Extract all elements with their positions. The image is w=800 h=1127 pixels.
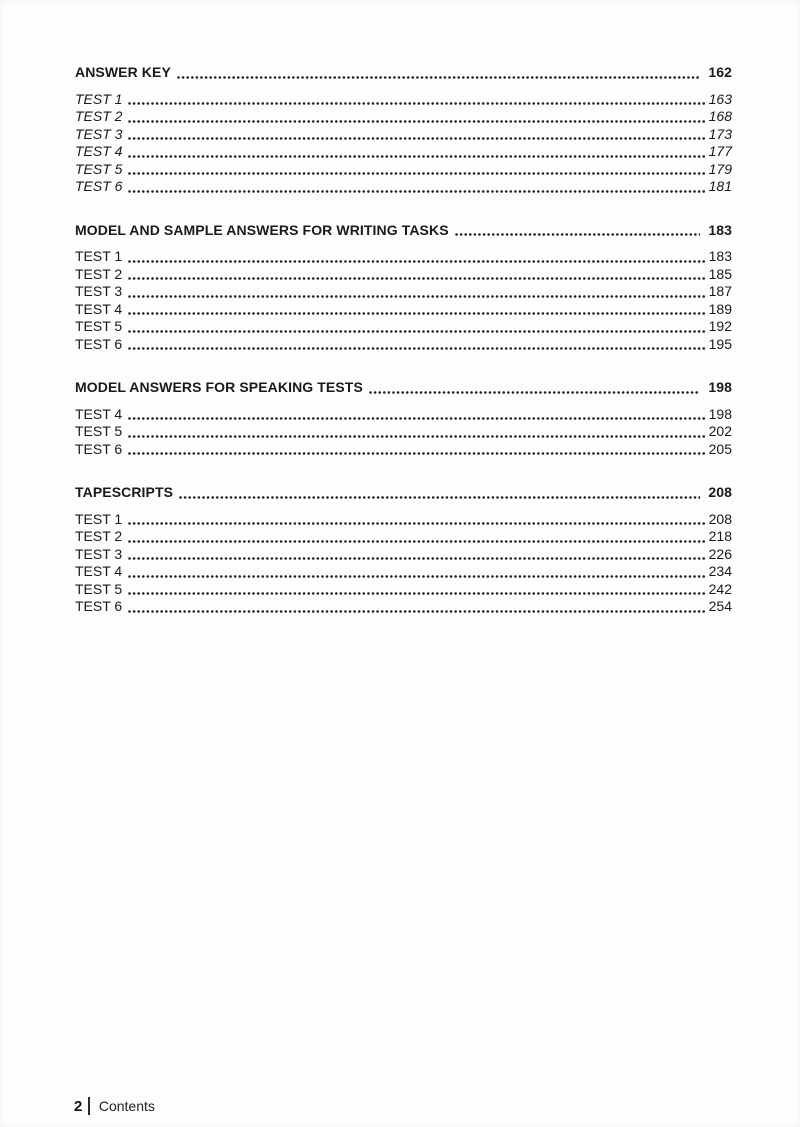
toc-section-writing-answers bbox=[75, 222, 732, 354]
toc-entry bbox=[75, 266, 732, 284]
toc-entry bbox=[75, 598, 732, 616]
toc-entry bbox=[75, 318, 732, 336]
entry-label: TEST 6 bbox=[75, 335, 123, 352]
dot-leader bbox=[128, 155, 705, 158]
entry-page-number: 185 bbox=[708, 265, 732, 282]
section-page-number: 208 bbox=[708, 484, 732, 500]
entry-page-number: 242 bbox=[708, 580, 732, 597]
entry-page-number: 205 bbox=[708, 440, 732, 457]
dot-leader bbox=[128, 277, 705, 280]
entry-label: TEST 2 bbox=[75, 528, 123, 544]
entry-page-number: 168 bbox=[708, 108, 732, 124]
dot-leader bbox=[177, 76, 700, 79]
entry-page-number: 254 bbox=[708, 598, 732, 614]
dot-leader bbox=[128, 575, 705, 578]
dot-leader bbox=[128, 295, 705, 298]
toc-section-speaking-answers bbox=[75, 379, 732, 458]
toc-entry bbox=[75, 423, 732, 441]
toc-entry bbox=[75, 126, 732, 144]
entry-page-number: 198 bbox=[708, 405, 732, 422]
toc-section-heading bbox=[75, 222, 732, 240]
toc-section-items bbox=[75, 406, 732, 459]
entry-page-number: 179 bbox=[708, 160, 732, 177]
entry-label: TEST 1 bbox=[75, 90, 123, 107]
toc-section-heading bbox=[75, 484, 732, 502]
dot-leader bbox=[128, 102, 705, 105]
entry-page-number: 234 bbox=[708, 563, 732, 579]
dot-leader bbox=[455, 233, 701, 236]
entry-label: TEST 3 bbox=[75, 125, 123, 142]
entry-label: TEST 4 bbox=[75, 563, 123, 579]
entry-label: TEST 3 bbox=[75, 545, 123, 562]
section-title: MODEL AND SAMPLE ANSWERS FOR WRITING TASKS bbox=[75, 221, 449, 238]
section-page-number: 183 bbox=[708, 221, 732, 238]
toc-section-items bbox=[75, 511, 732, 616]
section-page-number: 198 bbox=[708, 379, 732, 395]
entry-label: TEST 2 bbox=[75, 108, 123, 124]
entry-label: TEST 1 bbox=[75, 248, 123, 264]
entry-page-number: 189 bbox=[708, 300, 732, 317]
entry-label: TEST 4 bbox=[75, 405, 123, 422]
dot-leader bbox=[128, 435, 705, 438]
entry-page-number: 218 bbox=[708, 528, 732, 544]
toc-entry bbox=[75, 511, 732, 529]
entry-label: TEST 3 bbox=[75, 283, 123, 299]
entry-page-number: 177 bbox=[708, 143, 732, 159]
dot-leader bbox=[128, 312, 705, 315]
entry-label: TEST 6 bbox=[75, 440, 123, 457]
section-page-number: 162 bbox=[708, 64, 732, 80]
toc-entry bbox=[75, 406, 732, 424]
dot-leader bbox=[128, 452, 705, 455]
dot-leader bbox=[128, 260, 705, 263]
dot-leader bbox=[128, 592, 705, 595]
toc-section-tapescripts bbox=[75, 484, 732, 616]
entry-page-number: 195 bbox=[708, 335, 732, 352]
dot-leader bbox=[128, 137, 705, 140]
dot-leader bbox=[128, 190, 705, 193]
entry-page-number: 208 bbox=[708, 510, 732, 527]
dot-leader bbox=[128, 610, 705, 613]
entry-page-number: 163 bbox=[708, 90, 732, 107]
entry-page-number: 226 bbox=[708, 545, 732, 562]
entry-label: TEST 2 bbox=[75, 265, 123, 282]
dot-leader bbox=[369, 391, 700, 394]
entry-page-number: 192 bbox=[708, 318, 732, 334]
toc-entry bbox=[75, 248, 732, 266]
dot-leader bbox=[128, 120, 705, 123]
footer-section-label: Contents bbox=[98, 1098, 155, 1114]
entry-page-number: 187 bbox=[708, 283, 732, 299]
entry-label: TEST 5 bbox=[75, 580, 123, 597]
entry-page-number: 173 bbox=[708, 125, 732, 142]
toc-section-heading bbox=[75, 379, 732, 397]
toc-entry bbox=[75, 563, 732, 581]
toc-entry bbox=[75, 108, 732, 126]
toc-section-items bbox=[75, 248, 732, 353]
entry-label: TEST 5 bbox=[75, 318, 123, 334]
toc-entry bbox=[75, 546, 732, 564]
toc-entry bbox=[75, 178, 732, 196]
toc-entry bbox=[75, 161, 732, 179]
toc-section-heading bbox=[75, 64, 732, 82]
page-footer bbox=[74, 1097, 155, 1115]
dot-leader bbox=[128, 330, 705, 333]
entry-label: TEST 1 bbox=[75, 510, 123, 527]
entry-label: TEST 6 bbox=[75, 598, 123, 614]
toc-section-answer-key bbox=[75, 64, 732, 196]
dot-leader bbox=[128, 172, 705, 175]
entry-label: TEST 5 bbox=[75, 160, 123, 177]
toc-section-items bbox=[75, 91, 732, 196]
dot-leader bbox=[128, 522, 705, 525]
toc-entry bbox=[75, 581, 732, 599]
entry-label: TEST 4 bbox=[75, 300, 123, 317]
toc-entry bbox=[75, 143, 732, 161]
entry-label: TEST 5 bbox=[75, 423, 123, 439]
section-title: TAPESCRIPTS bbox=[75, 484, 174, 500]
entry-label: TEST 4 bbox=[75, 143, 123, 159]
footer-divider bbox=[88, 1097, 90, 1115]
dot-leader bbox=[128, 417, 705, 420]
toc-entry bbox=[75, 301, 732, 319]
dot-leader bbox=[128, 557, 705, 560]
toc-entry bbox=[75, 91, 732, 109]
dot-leader bbox=[128, 540, 705, 543]
toc-entry bbox=[75, 528, 732, 546]
dot-leader bbox=[179, 496, 700, 499]
entry-page-number: 183 bbox=[708, 248, 732, 264]
footer-page-number: 2 bbox=[74, 1097, 83, 1115]
entry-page-number: 181 bbox=[708, 178, 732, 194]
table-of-contents bbox=[75, 64, 732, 616]
entry-label: TEST 6 bbox=[75, 178, 123, 194]
toc-entry bbox=[75, 283, 732, 301]
entry-page-number: 202 bbox=[708, 423, 732, 439]
dot-leader bbox=[128, 347, 705, 350]
section-title: MODEL ANSWERS FOR SPEAKING TESTS bbox=[75, 379, 363, 395]
toc-entry bbox=[75, 441, 732, 459]
section-title: ANSWER KEY bbox=[75, 64, 171, 80]
toc-entry bbox=[75, 336, 732, 354]
